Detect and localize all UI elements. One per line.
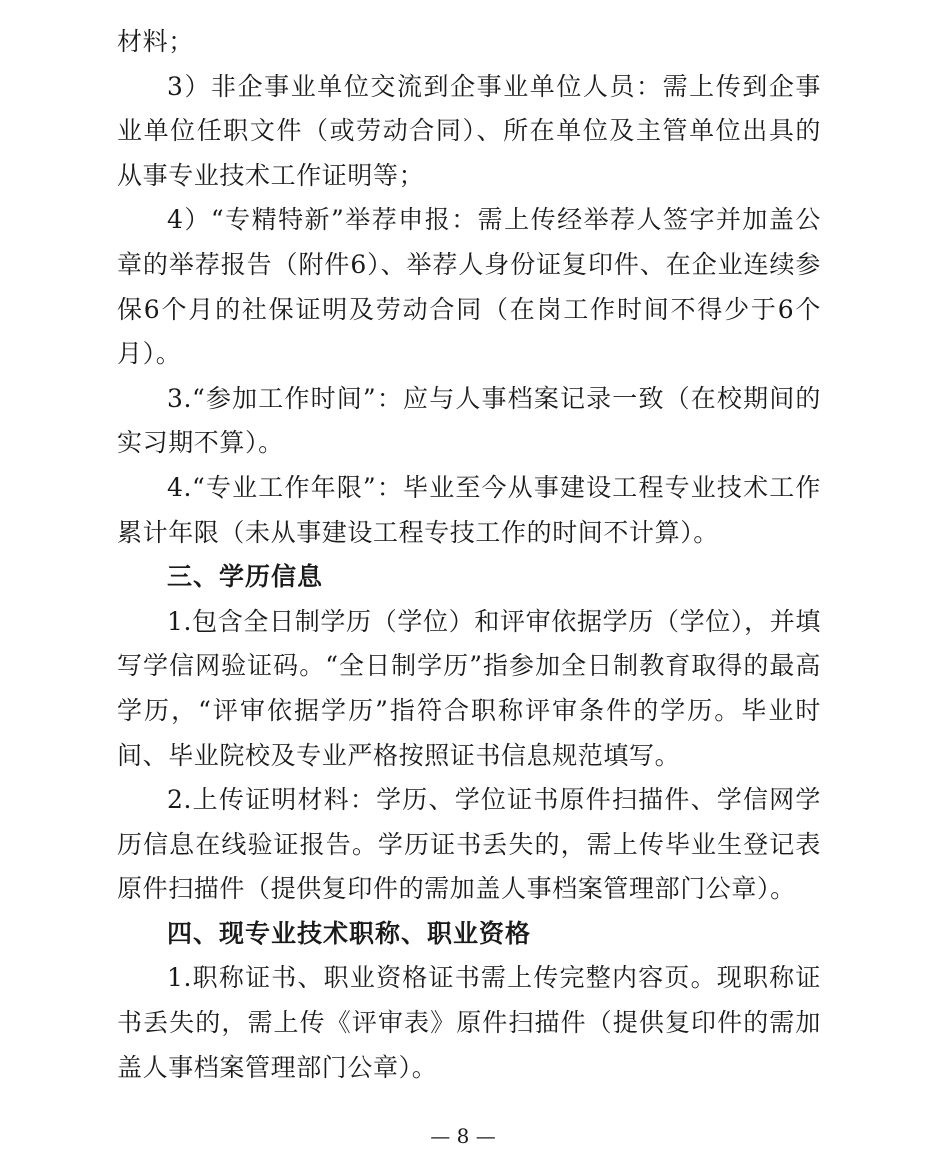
paragraph-education-1: 1.包含全日制学历（学位）和评审依据学历（学位），并填写学信网验证码。“全日制学历”指参加全日制教育取得的最高学历，“评审依据学历”指符合职称评审条件的学历。毕业时间、毕业院校及专业严格按照证书信息规范填写。 bbox=[117, 606, 821, 770]
paragraph-continuation: 材料； bbox=[117, 27, 194, 56]
paragraph-work-years: 4.“专业工作年限”：毕业至今从事建设工程专业技术工作累计年限（未从事建设工程专技工作的时间不计算）。 bbox=[117, 472, 821, 547]
paragraph-education-2: 2.上传证明材料：学历、学位证书原件扫描件、学信网学历信息在线验证报告。学历证书丢失的，需上传毕业生登记表原件扫描件（提供复印件的需加盖人事档案管理部门公章）。 bbox=[117, 785, 821, 904]
paragraph-qualification-1: 1.职称证书、职业资格证书需上传完整内容页。现职称证书丢失的，需上传《评审表》原件扫描件（提供复印件的需加盖人事档案管理部门公章）。 bbox=[117, 963, 821, 1082]
document-body bbox=[117, 20, 821, 1090]
paragraph-item-3: 3）非企事业单位交流到企事业单位人员：需上传到企事业单位任职文件（或劳动合同）、所在单位及主管单位出具的从事专业技术工作证明等； bbox=[117, 71, 821, 190]
page-number: — 8 — bbox=[430, 1124, 496, 1148]
paragraph-item-4: 4）“专精特新”举荐申报：需上传经举荐人签字并加盖公章的举荐报告（附件6）、举荐人身份证复印件、在企业连续参保6个月的社保证明及劳动合同（在岗工作时间不得少于6个月）。 bbox=[117, 205, 821, 369]
section-heading-qualifications: 四、现专业技术职称、职业资格 bbox=[167, 918, 532, 948]
paragraph-work-start-time: 3.“参加工作时间”：应与人事档案记录一致（在校期间的实习期不算）。 bbox=[117, 383, 821, 458]
section-heading-education: 三、学历信息 bbox=[167, 562, 324, 592]
